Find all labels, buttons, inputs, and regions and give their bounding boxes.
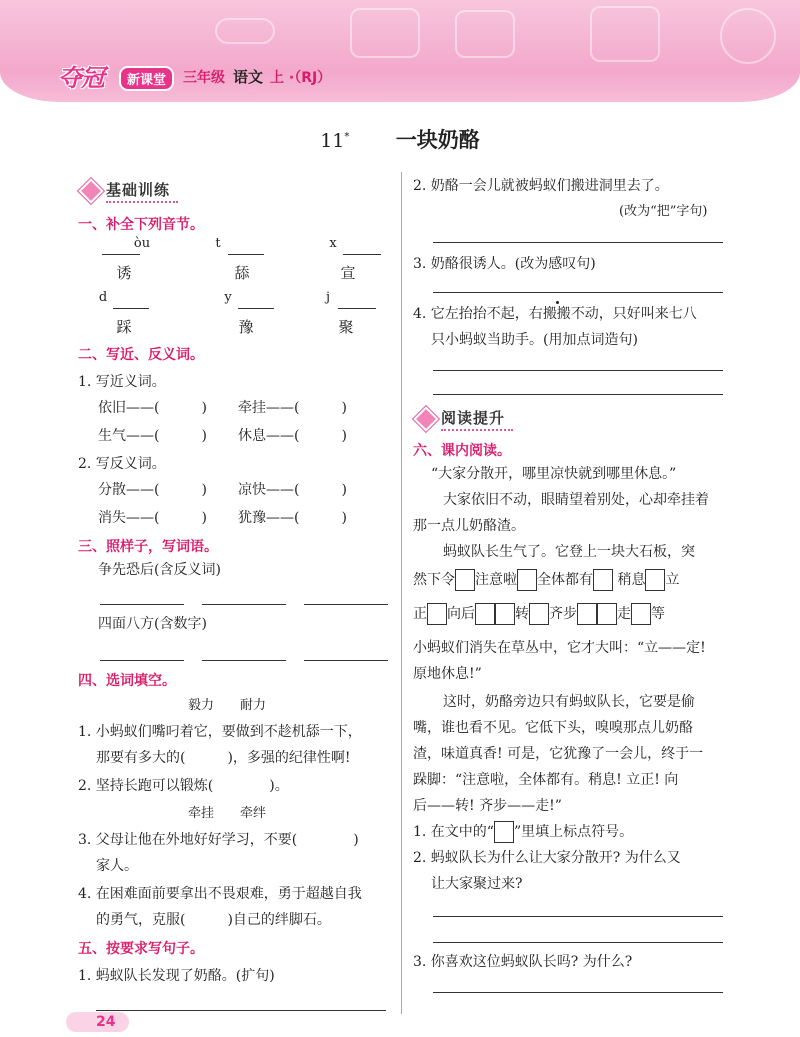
passage-line: 后——转! 齐步——走!” (413, 798, 562, 814)
punctuation-box[interactable] (593, 569, 613, 591)
answer-line (96, 1010, 386, 1011)
lesson-title (0, 124, 800, 154)
question-hint: (改为“把”字句) (619, 204, 708, 219)
question-text: 让大家聚过来? (431, 876, 523, 892)
answer-line (433, 394, 723, 395)
question-text: 2. 坚持长跑可以锻炼( )。 (78, 778, 289, 794)
synonym-item: 牵挂——( ) (238, 400, 347, 416)
passage-line: 大家依旧不动，眼睛望着别处，心却牵挂着 (443, 492, 709, 508)
question-text: 4. 它左抬抬不起，右搬搬不动，只好叫来七八 (413, 306, 697, 322)
answer-line (433, 992, 723, 993)
antonym-item: 凉快——( ) (238, 482, 347, 498)
page-header (0, 0, 800, 102)
section-2-title: 二、写近、反义词。 (78, 347, 204, 363)
punctuation-box (494, 821, 514, 843)
punctuation-box[interactable] (427, 603, 447, 625)
page-number: 24 (66, 1012, 129, 1032)
answer-line (433, 916, 723, 917)
answer-line (433, 942, 723, 943)
dotted-word: 搬搬 (542, 306, 571, 322)
answer-line (433, 370, 723, 371)
right-column (413, 172, 729, 1002)
question-text: 那要有多大的( )，多强的纪律性啊! (96, 750, 351, 766)
punctuation-box[interactable] (577, 603, 597, 625)
synonym-item: 生气——( ) (98, 428, 207, 444)
answer-line (202, 660, 286, 661)
header-grade: 三年级 (183, 70, 225, 86)
passage-line: 原地休息!” (413, 666, 482, 682)
section-6-title: 六、课内阅读。 (413, 443, 511, 459)
punctuation-box[interactable] (495, 603, 515, 625)
lesson-name: 一块奶酪 (395, 128, 480, 152)
book-doodle-icon (350, 8, 420, 58)
header-edition: 上 ·（RJ） (270, 70, 332, 86)
word-options: 牵挂 牵绊 (188, 806, 267, 821)
basic-training-badge: 基础训练 (78, 178, 178, 204)
passage-line: “大家分散开，哪里凉快就到哪里休息。” (431, 466, 677, 482)
antonym-item: 消失——( ) (98, 510, 207, 526)
reading-badge: 阅读提升 (413, 406, 513, 432)
answer-line (433, 242, 723, 243)
antonym-item: 犹豫——( ) (238, 510, 347, 526)
question-text: 4. 在困难面前要拿出不畏艰难，勇于超越自我 (78, 886, 362, 902)
answer-line (100, 604, 184, 605)
word-options: 毅力 耐力 (188, 698, 267, 713)
punctuation-box[interactable] (529, 603, 549, 625)
passage-line: 那一点儿奶酪渣。 (413, 518, 525, 534)
passage-line: 渣，味道真香! 可是，它犹豫了一会儿，终于一 (413, 746, 704, 762)
question-text: 3. 父母让他在外地好好学习，不要( ) (78, 832, 359, 848)
question-text: 1. 写近义词。 (78, 374, 166, 390)
left-column: 基础训练 一、补全下列音节。 òu 诱 t 舔 x 宣 d 踩 y 豫 j 聚 二、写近、反义词。 1. 写近义词。 依旧——( ) 牵挂——( ) 生气——( ) 休息——( ) 2. 写反义词。 分散——( ) 凉快——( ) 消失——( ) 犹豫——( ) 三、照样子，写词语。 争先恐后(含反义词) 四面八方(含数字) 四、选词填空。 毅力 耐力 1. 小蚂蚁们嘴叼着它，要做到不趁机舔一下， 那要有多大的( )，多强的纪律性啊! 2. 坚持长跑可以锻炼( )。 牵挂 牵绊 3. 父母让他在外地好好学习，不要( ) 家人。 4. 在困难面前要拿出不畏艰难，勇于超越自我 的勇气，克服( )自己的绊脚石。 五、按要求写句子。 1. 蚂蚁队长发现了奶酪。(扩句) (78, 178, 393, 1008)
section-3-title: 三、照样子，写词语。 (78, 539, 218, 555)
glasses-doodle-icon (215, 18, 275, 44)
section-5-title: 五、按要求写句子。 (78, 941, 204, 957)
passage-line: 这时，奶酪旁边只有蚂蚁队长，它要是偷 (443, 694, 695, 710)
punctuation-box[interactable] (645, 569, 665, 591)
passage-line: 小蚂蚁们消失在草丛中，它才大叫：“立——定! (413, 640, 706, 656)
globe-doodle-icon (720, 8, 776, 64)
answer-line (304, 660, 388, 661)
synonym-item: 休息——( ) (238, 428, 347, 444)
question-text: 2. 写反义词。 (78, 456, 166, 472)
answer-line (433, 292, 723, 293)
antonym-item: 分散——( ) (98, 482, 207, 498)
question-text: 的勇气，克服( )自己的绊脚石。 (96, 912, 331, 928)
answer-line (304, 604, 388, 605)
synonym-item: 依旧——( ) (98, 400, 207, 416)
punctuation-box[interactable] (475, 603, 495, 625)
notebook-doodle-icon (590, 6, 660, 62)
question-text: 只小蚂蚁当助手。(用加点词造句) (431, 332, 638, 348)
briefcase-doodle-icon (455, 10, 515, 58)
lesson-number: 11* (320, 130, 350, 152)
section-4-title: 四、选词填空。 (78, 673, 176, 689)
header-subject: 语文 (233, 68, 264, 86)
diamond-icon (413, 406, 438, 431)
question-text: 2. 蚂蚁队长为什么让大家分散开? 为什么又 (413, 850, 681, 866)
question-text: 2. 奶酪一会儿就被蚂蚁们搬进洞里去了。 (413, 178, 669, 194)
passage-line-boxes: 正 向后 转 齐步 走 等 (413, 602, 665, 626)
question-text: 1. 在文中的“ ”里填上标点符号。 (413, 820, 633, 844)
example-word: 争先恐后(含反义词) (98, 562, 221, 578)
punctuation-box[interactable] (631, 603, 651, 625)
section-1-title: 一、补全下列音节。 (78, 217, 204, 233)
question-text: 1. 小蚂蚁们嘴叼着它，要做到不趁机舔一下， (78, 724, 362, 740)
example-word: 四面八方(含数字) (98, 616, 207, 632)
column-divider (401, 172, 402, 1014)
question-text: 3. 奶酪很诱人。(改为感叹句) (413, 256, 596, 272)
diamond-icon (78, 178, 103, 203)
passage-line-boxes: 然下令 注意啦 全体都有 稍息 立 (413, 568, 679, 592)
answer-line (202, 604, 286, 605)
passage-line: 嘴，谁也看不见。它低下头，嗅嗅那点儿奶酪 (413, 720, 693, 736)
punctuation-box[interactable] (455, 569, 475, 591)
answer-line (100, 660, 184, 661)
passage-line: 蚂蚁队长生气了。它登上一块大石板，突 (443, 544, 695, 560)
passage-line: 跺脚：“注意啦，全体都有。稍息! 立正! 向 (413, 772, 679, 788)
punctuation-box[interactable] (597, 603, 617, 625)
brand-logo: 夺冠 (58, 64, 104, 92)
brand-subtitle: 新课堂 (119, 66, 174, 91)
question-text: 3. 你喜欢这位蚂蚁队长吗? 为什么? (413, 954, 633, 970)
question-text: 1. 蚂蚁队长发现了奶酪。(扩句) (78, 968, 275, 984)
question-text: 家人。 (96, 858, 138, 874)
punctuation-box[interactable] (517, 569, 537, 591)
